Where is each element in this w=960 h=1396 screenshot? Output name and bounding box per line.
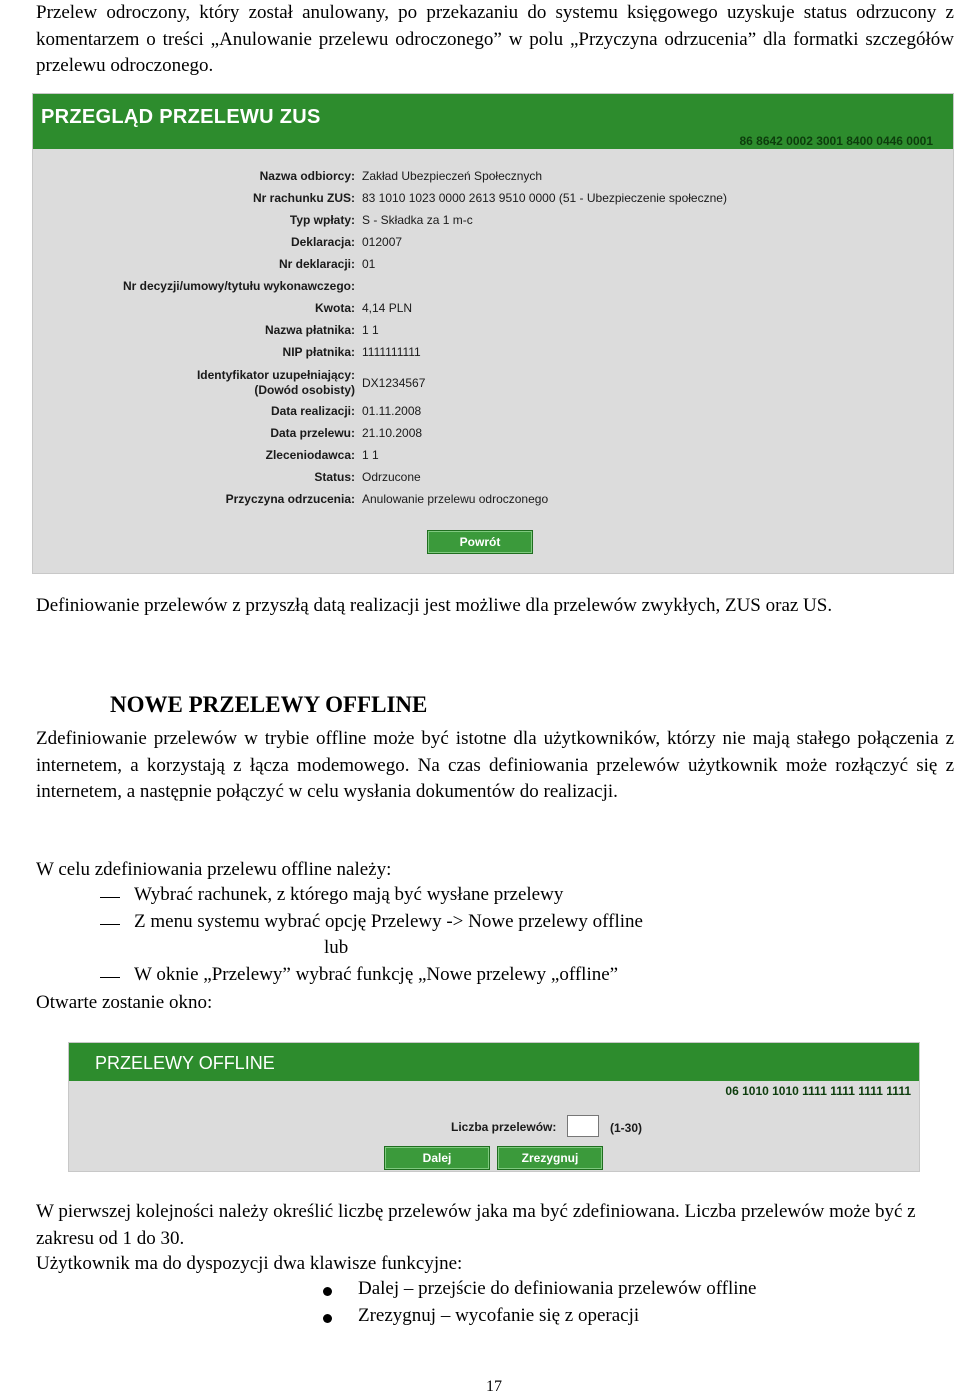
field-label: Kwota: [315,301,355,315]
field-row [33,345,953,365]
count-paragraph: W pierwszej kolejności należy określić liczbę przelewów jaka ma być zdefiniowana. Liczba przelewów może być z zakresu od 1 do 30. [36,1201,916,1249]
field-label: NIP płatnika: [282,345,355,359]
field-value: Anulowanie przelewu odroczonego [362,492,549,506]
bullet-marker [323,1287,332,1296]
field-label: Zleceniodawca: [265,448,355,462]
field-label: Data realizacji: [270,404,355,418]
step-item: Z menu systemu wybrać opcję Przelewy -> Nowe przelewy offline [134,911,643,932]
field-value: DX1234567 [362,376,426,390]
field-row [33,301,953,321]
field-value: Odrzucone [362,470,421,484]
account-number: 06 1010 1010 1111 1111 1111 1111 [725,1084,911,1098]
field-row [33,426,953,446]
count-input[interactable] [567,1115,599,1137]
field-row [33,257,953,277]
dash-marker [100,924,120,925]
field-value: 1 1 [362,323,379,337]
future-transfers-paragraph: Definiowanie przelewów z przyszłą datą realizacji jest możliwe dla przelewów zwykłych, ZUS oraz US. [36,595,833,616]
count-label: Liczba przelewów: [451,1120,557,1134]
steps-or: lub [324,937,349,958]
field-label: Nr deklaracji: [278,257,355,271]
field-label: Data przelewu: [270,426,355,440]
offline-transfers-screenshot [68,1042,920,1172]
steps-intro: W celu zdefiniowania przelewu offline należy: [36,859,392,880]
screen-title: PRZEGLĄD PRZELEWU ZUS [41,106,321,128]
screen-title: PRZELEWY OFFLINE [95,1053,275,1073]
field-label: Deklaracja: [290,235,355,249]
field-row [33,213,953,233]
next-button[interactable]: Dalej [384,1146,490,1170]
field-label: Nr decyzji/umowy/tytułu wykonawczego: [122,279,355,293]
field-row [33,169,953,189]
offline-paragraph: Zdefiniowanie przelewów w trybie offline może być istotne dla użytkowników, którzy nie mają stałego połączenia z internetem, a korzystają z łącza modemowego. Na czas definiowania przelewów użytkownik może rozłączyć się z internetem, a następnie połączyć w celu wysłania dokumentów do realizacji. [36,728,954,802]
field-row [33,279,953,299]
field-value: 4,14 PLN [362,301,413,315]
field-value: 01 [362,257,376,271]
intro-paragraph: Przelew odroczony, który został anulowany, po przekazaniu do systemu księgowego uzyskuje status odrzucony z komentarzem o treści „Anulowanie przelewu odroczonego” w polu „Przyczyna odrzucenia” dla formatki szczegółów przelewu odroczonego. [36,2,954,76]
field-value: 21.10.2008 [362,426,423,440]
field-row [33,448,953,468]
field-label: Nazwa odbiorcy: [259,169,355,183]
field-row [33,368,953,400]
field-value: Zakład Ubezpieczeń Społecznych [362,169,543,183]
field-label: Nr rachunku ZUS: [252,191,355,205]
field-row [33,323,953,343]
field-row [33,492,953,512]
field-label: Status: [314,470,355,484]
page-number: 17 [486,1378,502,1395]
dash-marker [100,977,120,978]
field-value: 01.11.2008 [362,404,422,418]
field-label: Nazwa płatnika: [264,323,355,337]
key-item: Dalej – przejście do definiowania przelewów offline [358,1278,757,1299]
step-item: Wybrać rachunek, z którego mają być wysłane przelewy [134,884,564,905]
field-row [33,470,953,490]
key-item: Zrezygnuj – wycofanie się z operacji [358,1305,640,1326]
field-label: Typ wpłaty: [289,213,355,227]
window-opens-text: Otwarte zostanie okno: [36,992,213,1013]
section-heading: NOWE PRZELEWY OFFLINE [110,692,428,717]
dash-marker [100,897,120,898]
field-row [33,235,953,255]
field-value: 83 1010 1023 0000 2613 9510 0000 (51 - Ubezpieczenie społeczne) [362,191,727,205]
field-value: 012007 [362,235,403,249]
field-row [33,404,953,424]
field-label-secondary: (Dowód osobisty) [254,383,355,397]
field-row [33,191,953,211]
bullet-marker [323,1314,332,1323]
count-range-hint: (1-30) [610,1121,643,1135]
field-value: 1 1 [362,448,379,462]
account-number: 86 8642 0002 3001 8400 0446 0001 [739,134,933,148]
field-label: Identyfikator uzupełniający: [196,368,355,382]
field-value: S - Składka za 1 m-c [362,213,473,227]
back-button[interactable]: Powrót [427,530,533,554]
cancel-button[interactable]: Zrezygnuj [497,1146,603,1170]
zus-transfer-review-screenshot [32,93,954,574]
field-value: 1111111111 [362,345,421,359]
step-item: W oknie „Przelewy” wybrać funkcję „Nowe przelewy „offline” [134,964,619,985]
keys-intro: Użytkownik ma do dyspozycji dwa klawisze funkcyjne: [36,1253,463,1274]
header-bar [69,1043,919,1081]
field-label: Przyczyna odrzucenia: [225,492,355,506]
